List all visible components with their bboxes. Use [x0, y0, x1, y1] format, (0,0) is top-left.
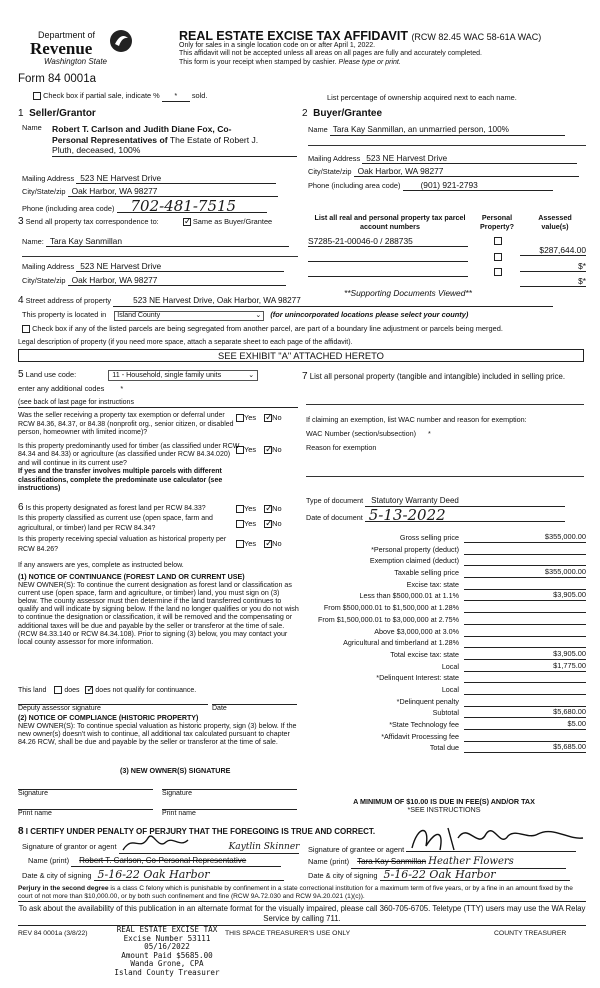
county-select[interactable]: Island County ⌄: [114, 311, 264, 321]
corr-mail-row: Mailing Address 523 NE Harvest Drive: [22, 261, 284, 272]
legal-desc-label: Legal description of property (if you need more space, attach a separate sheet to each page of the affidavit).: [18, 339, 353, 346]
s6-q1-options: Yes ✓ No: [236, 505, 282, 514]
form-number: Form 84 0001a: [18, 73, 96, 85]
s6-q1-yes-checkbox[interactable]: [236, 505, 244, 513]
parcel-number[interactable]: S7285-21-00046-0 / 288735: [308, 236, 468, 247]
tax-row-value[interactable]: $1,775.00: [464, 662, 586, 672]
see-instructions-note: *SEE INSTRUCTIONS: [407, 805, 481, 814]
tax-row: [302, 556, 586, 568]
tax-row-label: Local: [441, 661, 459, 671]
tax-row: [302, 720, 586, 732]
tax-row-label: Agricultural and timberland at 1.28%: [343, 638, 459, 648]
seller-name-label: Name: [22, 123, 42, 132]
tax-row-label: Gross selling price: [399, 533, 459, 542]
revision-label: REV 84 0001a (3/8/22): [18, 930, 88, 937]
buyer-city-row: City/State/zip Oak Harbor, WA 98277: [308, 166, 579, 177]
s6-q1-no-checkbox[interactable]: [264, 505, 272, 513]
tax-row-value[interactable]: $5,685.00: [464, 743, 586, 753]
grantor-signature-row: Signature of grantor or agent Kaytlin Skinner: [22, 842, 300, 852]
tax-row-label: Total due: [429, 743, 459, 753]
new-owner-signature-heading: (3) NEW OWNER(S) SIGNATURE: [120, 766, 231, 775]
tax-row-label: Subtotal: [432, 708, 459, 718]
section6-questions: 6 Is this property designated as forest land per RCW 84.33? Is this property classified as current use (open space, farm and agricultural, or timber) land per RCW 84.34? Is this property receiving special valuation as historical property per RCW 84.26?: [18, 502, 227, 554]
treasurer-stamp: REAL ESTATE EXCISE TAX Excise Number 53111 05/16/2022 Amount Paid $5685.00 Wanda Grone, CPA Island County Treasurer: [114, 925, 220, 977]
s6-q3-yes-checkbox[interactable]: [236, 540, 244, 548]
chevron-down-icon: ⌄: [248, 370, 255, 379]
parcel-number[interactable]: [308, 252, 468, 262]
parcel-row: [308, 252, 586, 271]
seller-phone-row: Phone (including area code) 702-481-7515: [22, 200, 267, 214]
if-yes-note: If any answers are yes, complete as instructed below.: [18, 562, 184, 569]
tax-row-label: Local: [441, 684, 459, 694]
tax-row-value[interactable]: $355,000.00: [464, 533, 586, 543]
ada-notice: To ask about the availability of this publication in an alternate format for the visually impaired, please call 360-705-6705. Teletype (TTY) users may use the WA Relay Service by calling 711.: [18, 904, 586, 926]
dor-swirl-icon: [108, 28, 134, 54]
tax-row: [302, 591, 586, 603]
q1-yes-checkbox[interactable]: [236, 414, 244, 422]
personal-property-header: Personal Property?: [480, 213, 514, 231]
assessed-value-header: Assessed value(s): [538, 213, 572, 231]
tax-row-value[interactable]: [464, 556, 586, 566]
personal-property-checkbox[interactable]: [494, 268, 502, 276]
grantor-signature-scrawl: [118, 832, 208, 854]
tax-row-value[interactable]: $3,905.00: [464, 650, 586, 660]
grantor-date-city[interactable]: 5-16-22 Oak Harbor: [94, 870, 284, 881]
grantor-print-name[interactable]: Robert T. Carlson, Co-Personal Representative: [71, 856, 281, 867]
s6-q2-options: Yes ✓ No: [236, 520, 282, 529]
tax-row-label: *Affidavit Processing fee: [381, 731, 459, 741]
county-treasurer-label: COUNTY TREASURER: [494, 930, 567, 937]
tax-row-label: Less than $500,000.01 at 1.1%: [359, 591, 459, 601]
supporting-docs-note: **Supporting Documents Viewed**: [344, 288, 472, 298]
segregated-row: Check box if any of the listed parcels are being segregated from another parcel, are part of a boundary line adjustment or parcels being merged.: [22, 325, 503, 334]
corr-mail[interactable]: 523 NE Harvest Drive: [76, 261, 284, 272]
wac-row: WAC Number (section/subsection) *: [306, 430, 458, 439]
logo-state: Washington State: [44, 56, 108, 66]
seller-name[interactable]: Robert T. Carlson and Judith Diane Fox, Co- Personal Representatives of The Estate of Robert J. Pluth, deceased, 100%: [52, 124, 297, 157]
additional-codes-field[interactable]: *: [120, 384, 124, 393]
tax-row-label: From $1,500,000.01 to $3,000,000 at 2.75%: [317, 614, 459, 624]
tax-row: [302, 673, 586, 685]
tax-row-label: *Personal property (deduct): [371, 544, 459, 554]
tax-row-value[interactable]: $3,905.00: [464, 591, 586, 601]
partial-pct-field[interactable]: *: [162, 92, 190, 102]
grantee-date-row: Date & city of signing 5-16-22 Oak Harbor: [308, 870, 570, 881]
located-row: This property is located in Island County ⌄ (for unincorporated locations please select your county): [22, 311, 468, 321]
tax-row-value[interactable]: $5.00: [464, 720, 586, 730]
seller-mail-row: Mailing Address 523 NE Harvest Drive: [22, 173, 298, 184]
new-owner-print-2[interactable]: Print name: [162, 809, 297, 818]
buyer-mail[interactable]: 523 NE Harvest Drive: [362, 153, 577, 164]
property-street[interactable]: 523 NE Harvest Drive, Oak Harbor, WA 98277: [113, 296, 553, 307]
corr-name-line2: [22, 248, 298, 257]
buyer-name-line2: [308, 137, 586, 146]
tax-row-label: *Delinquent Interest: state: [376, 673, 459, 683]
parcel-row: [308, 267, 586, 286]
notice-continuance: (1) NOTICE OF CONTINUANCE (FOREST LAND OR CURRENT USE) NEW OWNER(S): To continue the current designation as forest land or classification as current use (open space, farm and agriculture, or timber) land, you must sign on (3) below. The county assessor must then determine if the land transferred continues to qualify and will indicate by signing below. If the land no longer qualifies or you do not wish to continue the designation or classification, it will be removed and the compensating or additional taxes will be due and payable by the seller or transferor at the time of sale. (RCW 84.33.140 or RCW 84.34.108). Prior to signing (3) below, you may contact your local county assessor for more information.: [18, 573, 299, 646]
tax-row-value[interactable]: [464, 638, 586, 648]
new-owner-print-1[interactable]: Print name: [18, 809, 153, 818]
does-qualify-checkbox[interactable]: [54, 686, 62, 694]
new-owner-signature-1[interactable]: Signature: [18, 789, 153, 798]
buyer-name[interactable]: Tara Kay Sanmillan, an unmarried person, 100%: [330, 125, 565, 136]
dor-logo: [30, 30, 130, 66]
tax-row-value[interactable]: [464, 732, 586, 742]
seller-heading: 1 Seller/Grantor: [18, 108, 96, 119]
parcel-number[interactable]: [308, 267, 468, 277]
tax-row: [302, 732, 586, 744]
same-as-buyer-checkbox[interactable]: [183, 218, 191, 226]
tax-calculation-table: [302, 533, 586, 755]
ownership-note: List percentage of ownership acquired next to each name.: [327, 93, 517, 102]
treasurer-use-label: THIS SPACE TREASURER'S USE ONLY: [225, 930, 351, 937]
minimum-fee-note: A MINIMUM OF $10.00 IS DUE IN FEE(S) AND/OR TAX: [353, 797, 535, 806]
notice-compliance: (2) NOTICE OF COMPLIANCE (HISTORIC PROPERTY) NEW OWNER(S): To continue special valuation as historic property, sign (3) below. If the new owner(s) doesn't wish to continue, all additional tax calculated pursuant to chapter 84.26 RCW, shall be due and payable by the seller or transferor at the time of sale.: [18, 714, 297, 747]
land-use-select[interactable]: 11 - Household, single family units ⌄: [108, 370, 258, 381]
document-date[interactable]: 5-13-2022: [365, 509, 565, 522]
seller-phone[interactable]: 702-481-7515: [117, 200, 267, 213]
tax-row-label: *State Technology fee: [389, 720, 459, 729]
grantee-signature-row: Signature of grantee or agent: [308, 842, 576, 855]
tax-row: [302, 568, 586, 580]
tax-row-value[interactable]: [464, 673, 586, 683]
grantee-date-city[interactable]: 5-16-22 Oak Harbor: [380, 870, 570, 881]
tax-row-value[interactable]: [464, 627, 586, 637]
s6-q2-yes-checkbox[interactable]: [236, 520, 244, 528]
tax-row-label: Total excise tax: state: [390, 649, 459, 659]
timber-question: Is this property predominantly used for timber (as classified under RCW 84.34 and 84.33) or agriculture (as classified under RCW 84.34.020) and will continue in its current use? If yes and the transfer involves multiple parcels with different classifications, complete the predominate use calculator (see instructions): [18, 443, 240, 493]
land-use-row: 5 Land use code: 11 - Household, single family units ⌄: [18, 369, 258, 381]
logo-revenue: Revenue: [30, 38, 93, 58]
tax-row: [302, 697, 586, 709]
tax-row: [302, 580, 586, 592]
exemption-label: If claiming an exemption, list WAC number and reason for exemption:: [306, 415, 527, 424]
does-not-qualify-checkbox[interactable]: [85, 686, 93, 694]
tax-row: [302, 545, 586, 557]
partial-sale-row: Check box if partial sale, indicate % * sold.: [33, 92, 207, 102]
exemption-reason-label: Reason for exemption: [306, 443, 377, 452]
certify-statement: 8 I CERTIFY UNDER PENALTY OF PERJURY THAT THE FOREGOING IS TRUE AND CORRECT.: [18, 826, 376, 837]
tax-row-label: Above $3,000,000 at 3.0%: [374, 626, 459, 636]
chevron-down-icon: ⌄: [255, 312, 262, 319]
seller-city[interactable]: Oak Harbor, WA 98277: [68, 186, 278, 197]
seller-mail[interactable]: 523 NE Harvest Drive: [76, 173, 276, 184]
s6-q3-no-checkbox[interactable]: [264, 540, 272, 548]
buyer-mail-row: Mailing Address 523 NE Harvest Drive: [308, 153, 577, 164]
reason-line: [306, 468, 584, 477]
wac-number[interactable]: *: [427, 429, 431, 438]
logo-dept: Department of: [38, 30, 96, 40]
grantee-print-name[interactable]: Tara Kay Sanmillan Heather Flowers: [351, 856, 566, 869]
buyer-phone-row: Phone (including area code) (901) 921-2793: [308, 180, 553, 191]
tax-row-value[interactable]: [464, 603, 586, 613]
tax-row-value[interactable]: [464, 580, 586, 590]
grantee-signature-scrawl: [408, 820, 588, 854]
assessed-value[interactable]: $*: [520, 276, 586, 287]
assessed-value[interactable]: $287,644.00: [520, 245, 586, 256]
form-title: REAL ESTATE EXCISE TAX AFFIDAVIT (RCW 82.45 WAC 58-61A WAC): [179, 29, 542, 43]
assessed-value[interactable]: $*: [520, 261, 586, 272]
segregated-checkbox[interactable]: [22, 325, 30, 333]
tax-row: [302, 603, 586, 615]
tax-row: [302, 533, 586, 545]
tax-row-label: Exemption claimed (deduct): [369, 556, 459, 566]
personal-property-checkbox[interactable]: [494, 237, 502, 245]
personal-property-lines: [306, 396, 584, 405]
tax-row-value[interactable]: $355,000.00: [464, 568, 586, 578]
tax-row-label: From $500,000.01 to $1,500,000 at 1.28%: [323, 603, 459, 613]
document-type[interactable]: Statutory Warranty Deed: [365, 496, 565, 507]
tax-row-label: *Delinquent penalty: [396, 696, 459, 706]
grantor-signature[interactable]: Kaytlin Skinner: [119, 842, 299, 854]
tax-row-value[interactable]: [464, 615, 586, 625]
tax-row: [302, 743, 586, 755]
parcels-header: List all real and personal property tax parcel account numbers: [314, 213, 466, 231]
tax-row-label: Taxable selling price: [394, 568, 459, 578]
buyer-heading: 2 Buyer/Grantee: [302, 108, 383, 119]
doc-type-row: Type of document Statutory Warranty Deed: [306, 496, 565, 507]
doc-date-row: Date of document 5-13-2022: [306, 509, 565, 523]
grantee-name-row: Name (print) Tara Kay Sanmillan Heather Flowers: [308, 856, 566, 869]
tax-row-value[interactable]: [464, 685, 586, 695]
section7-label: 7 List all personal property (tangible and intangible) included in selling price.: [302, 371, 566, 382]
additional-codes-row: enter any additional codes *: [18, 385, 270, 394]
buyer-city[interactable]: Oak Harbor, WA 98277: [354, 166, 579, 177]
buyer-phone[interactable]: (901) 921-2793: [403, 180, 553, 191]
exemption-question: Was the seller receiving a property tax exemption or deferral under RCW 84.36, 84.37, or 84.38 (nonprofit org., senior citizen, or disabled person, homeowner with limited income)?: [18, 412, 234, 437]
tax-row-value[interactable]: [464, 545, 586, 555]
grantor-name-row: Name (print) Robert T. Carlson, Co-Personal Representative: [28, 856, 281, 867]
see-back-note: (see back of last page for instructions: [18, 399, 298, 408]
continuance-row: This land does ✓ does not qualify for continuance.: [18, 686, 196, 695]
corr-city-row: City/State/zip Oak Harbor, WA 98277: [22, 275, 286, 286]
q1-no-checkbox[interactable]: [264, 414, 272, 422]
tax-row-value[interactable]: $5,680.00: [464, 708, 586, 718]
q2-no-checkbox[interactable]: [264, 446, 272, 454]
s6-q3-options: Yes ✓ No: [236, 540, 282, 549]
seller-city-row: City/State/zip Oak Harbor, WA 98277: [22, 186, 278, 197]
parcel-row: [308, 236, 586, 255]
partial-sale-checkbox[interactable]: [33, 92, 41, 100]
tax-row: [302, 615, 586, 627]
tax-row-value[interactable]: [464, 697, 586, 707]
corr-city[interactable]: Oak Harbor, WA 98277: [68, 275, 286, 286]
grantor-date-row: Date & city of signing 5-16-22 Oak Harbor: [22, 870, 284, 881]
tax-row: [302, 708, 586, 720]
deputy-date[interactable]: Date: [212, 704, 297, 713]
corr-name-row: Name: Tara Kay Sanmillan: [22, 236, 289, 247]
perjury-notice: Perjury in the second degree is a class C felony which is punishable by confinement in a state correctional institution for a maximum term of five years, or by a fine in an amount fixed by the court of not more than $10,000.00, or by both such confinement and fine (RCW 9A.72.030 and RCW 9A.20.021 (1)(c)).: [18, 885, 586, 902]
q1-options: Yes ✓ No: [236, 414, 282, 423]
personal-property-checkbox[interactable]: [494, 253, 502, 261]
street-row: 4 Street address of property 523 NE Harvest Drive, Oak Harbor, WA 98277: [18, 295, 553, 307]
s6-q2-no-checkbox[interactable]: [264, 520, 272, 528]
legal-description[interactable]: SEE EXHIBIT "A" ATTACHED HERETO: [18, 349, 584, 362]
tax-row-label: Excise tax: state: [406, 579, 459, 589]
tax-row: [302, 627, 586, 639]
buyer-name-row: Name Tara Kay Sanmillan, an unmarried person, 100%: [308, 125, 565, 136]
header-notes: Only for sales in a single location code on or after April 1, 2022. This affidavit will not be accepted unless all areas on all pages are fully and accurately completed. This form is your receipt when stamped by cashier. Please type or print.: [179, 42, 482, 66]
tax-row: [302, 650, 586, 662]
tax-row: [302, 685, 586, 697]
corr-name[interactable]: Tara Kay Sanmillan: [46, 236, 289, 247]
q2-options: Yes ✓ No: [236, 446, 282, 455]
tax-row: [302, 638, 586, 650]
correspondence-heading: 3 Send all property tax correspondence to: ✓ Same as Buyer/Grantee: [18, 216, 272, 228]
new-owner-signature-2[interactable]: Signature: [162, 789, 297, 798]
deputy-signature[interactable]: Deputy assessor signature: [18, 704, 208, 713]
tax-row: [302, 662, 586, 674]
q2-yes-checkbox[interactable]: [236, 446, 244, 454]
